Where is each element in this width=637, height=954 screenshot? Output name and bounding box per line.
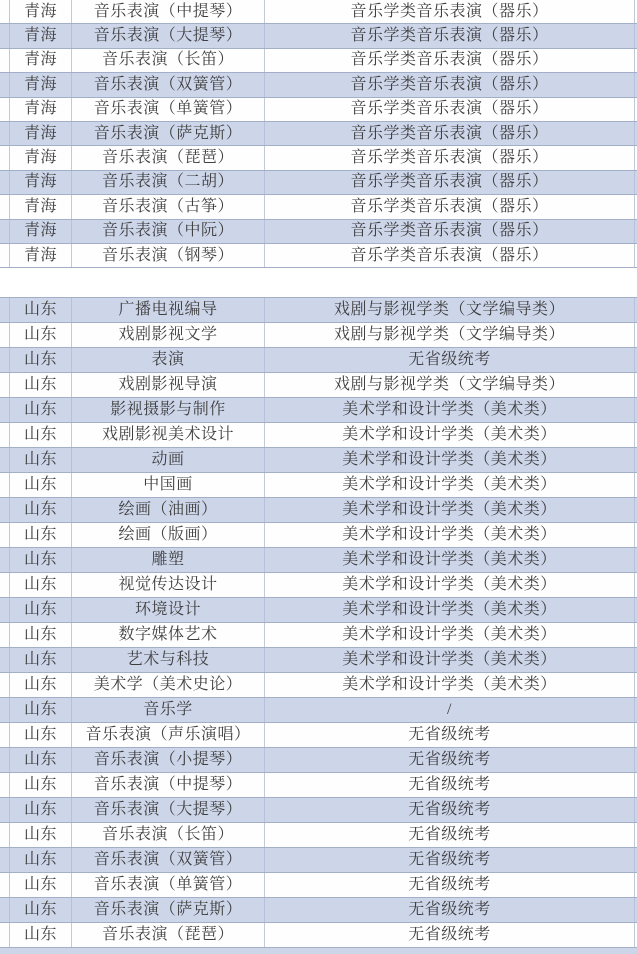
cell-category: 美术学和设计学类（美术类） [265, 423, 635, 447]
cell-major: 音乐表演（大提琴） [72, 24, 265, 47]
cell-major: 数字媒体艺术 [72, 623, 265, 647]
cell-major: 美术学（美术史论） [72, 673, 265, 697]
cell-major: 音乐表演（单簧管） [72, 98, 265, 121]
table-row [0, 823, 637, 848]
cell-major: 环境设计 [72, 598, 265, 622]
cell-major: 音乐表演（单簧管） [72, 873, 265, 897]
cell-category: 戏剧与影视学类（文学编导类） [265, 323, 635, 347]
cell-province: 山东 [10, 673, 72, 697]
cell-left-stub [0, 798, 10, 822]
table-row [0, 122, 637, 146]
cell-left-stub [0, 373, 10, 397]
table-row [0, 723, 637, 748]
table-row [0, 648, 637, 673]
cell-category: 无省级统考 [265, 773, 635, 797]
cell-left-stub [0, 473, 10, 497]
cell-category: 美术学和设计学类（美术类） [265, 523, 635, 547]
cell-major: 音乐表演（萨克斯） [72, 122, 265, 145]
cell-province: 山东 [10, 748, 72, 772]
cell-province: 山东 [10, 873, 72, 897]
cell-province: 山东 [10, 398, 72, 422]
cell-category: 音乐学类音乐表演（器乐） [265, 98, 635, 121]
cell-province: 青海 [10, 73, 72, 96]
cell-left-stub [0, 24, 10, 47]
table-row [0, 98, 637, 122]
cell-left-stub [0, 49, 10, 72]
cell-major: 影视摄影与制作 [72, 398, 265, 422]
cell-province: 山东 [10, 448, 72, 472]
cell-province: 青海 [10, 98, 72, 121]
table-row [0, 0, 637, 24]
table-row [0, 298, 637, 323]
table-row [0, 748, 637, 773]
cell-left-stub [0, 98, 10, 121]
table-row [0, 523, 637, 548]
cell-left-stub [0, 848, 10, 872]
cell-category: 美术学和设计学类（美术类） [265, 623, 635, 647]
cell-category: 音乐学类音乐表演（器乐） [265, 171, 635, 194]
cell-category: 音乐学类音乐表演（器乐） [265, 195, 635, 218]
cell-category: 美术学和设计学类（美术类） [265, 648, 635, 672]
cell-left-stub [0, 773, 10, 797]
cell-major: 音乐表演（萨克斯） [72, 898, 265, 922]
cell-category: 美术学和设计学类（美术类） [265, 573, 635, 597]
cell-province: 山东 [10, 573, 72, 597]
table-row [0, 473, 637, 498]
section-qinghai [0, 0, 637, 268]
cell-left-stub [0, 323, 10, 347]
cell-province: 山东 [10, 598, 72, 622]
cell-province: 山东 [10, 323, 72, 347]
cell-category: 美术学和设计学类（美术类） [265, 398, 635, 422]
cell-category: 音乐学类音乐表演（器乐） [265, 244, 635, 267]
cell-left-stub [0, 898, 10, 922]
cell-major: 表演 [72, 348, 265, 372]
cell-category: 戏剧与影视学类（文学编导类） [265, 298, 635, 322]
table-row [0, 798, 637, 823]
cell-category: 音乐学类音乐表演（器乐） [265, 73, 635, 96]
cell-major: 音乐表演（双簧管） [72, 73, 265, 96]
cell-major: 戏剧影视文学 [72, 323, 265, 347]
cell-category: / [265, 698, 635, 722]
cell-category: 美术学和设计学类（美术类） [265, 673, 635, 697]
cell-major: 音乐表演（长笛） [72, 49, 265, 72]
cell-major: 视觉传达设计 [72, 573, 265, 597]
cell-left-stub [0, 0, 10, 23]
cell-province: 山东 [10, 923, 72, 947]
table-row [0, 448, 637, 473]
table-row [0, 698, 637, 723]
table-row [0, 423, 637, 448]
cell-left-stub [0, 873, 10, 897]
cell-major: 音乐表演（中提琴） [72, 0, 265, 23]
table-row [0, 848, 637, 873]
table-row [0, 898, 637, 923]
cell-major: 音乐表演（双簧管） [72, 848, 265, 872]
cell-left-stub [0, 220, 10, 243]
table-row [0, 348, 637, 373]
cell-left-stub [0, 171, 10, 194]
cell-province: 山东 [10, 498, 72, 522]
table-row [0, 773, 637, 798]
table-row [0, 323, 637, 348]
cell-province: 山东 [10, 823, 72, 847]
cell-left-stub [0, 598, 10, 622]
cell-left-stub [0, 723, 10, 747]
cell-major: 绘画（油画） [72, 498, 265, 522]
table-row [0, 623, 637, 648]
table-row [0, 398, 637, 423]
table-row [0, 373, 637, 398]
cell-left-stub [0, 623, 10, 647]
table-row [0, 244, 637, 268]
cell-left-stub [0, 748, 10, 772]
cell-major: 音乐表演（声乐演唱） [72, 723, 265, 747]
cell-left-stub [0, 244, 10, 267]
cell-category: 无省级统考 [265, 723, 635, 747]
cell-major: 音乐表演（中阮） [72, 220, 265, 243]
cell-major: 音乐学 [72, 698, 265, 722]
cell-category: 无省级统考 [265, 848, 635, 872]
cell-left-stub [0, 146, 10, 169]
cell-province: 山东 [10, 523, 72, 547]
cell-province: 山东 [10, 373, 72, 397]
cell-province: 山东 [10, 848, 72, 872]
cell-province: 山东 [10, 898, 72, 922]
cell-province: 山东 [10, 623, 72, 647]
cell-major: 艺术与科技 [72, 648, 265, 672]
cell-left-stub [0, 398, 10, 422]
cell-province: 青海 [10, 122, 72, 145]
table-row [0, 573, 637, 598]
cell-province: 山东 [10, 548, 72, 572]
cell-province: 山东 [10, 348, 72, 372]
cell-major: 音乐表演（琵琶） [72, 146, 265, 169]
cell-major: 戏剧影视美术设计 [72, 423, 265, 447]
cell-major: 音乐表演（小提琴） [72, 748, 265, 772]
table-row [0, 24, 637, 48]
partial-bottom-row [0, 948, 637, 954]
table-row [0, 73, 637, 97]
cell-major: 音乐表演（钢琴） [72, 244, 265, 267]
section-gap [0, 268, 637, 297]
cell-category: 戏剧与影视学类（文学编导类） [265, 373, 635, 397]
cell-province: 山东 [10, 298, 72, 322]
cell-major: 绘画（版画） [72, 523, 265, 547]
cell-province: 青海 [10, 195, 72, 218]
cell-category: 无省级统考 [265, 823, 635, 847]
cell-category: 美术学和设计学类（美术类） [265, 548, 635, 572]
cell-left-stub [0, 673, 10, 697]
cell-left-stub [0, 195, 10, 218]
cell-major: 音乐表演（大提琴） [72, 798, 265, 822]
cell-category: 无省级统考 [265, 923, 635, 947]
cell-category: 美术学和设计学类（美术类） [265, 598, 635, 622]
cell-province: 青海 [10, 0, 72, 23]
cell-province: 山东 [10, 773, 72, 797]
cell-province: 山东 [10, 648, 72, 672]
table-row [0, 673, 637, 698]
cell-left-stub [0, 698, 10, 722]
cell-left-stub [0, 423, 10, 447]
cell-category: 美术学和设计学类（美术类） [265, 473, 635, 497]
cell-major: 音乐表演（长笛） [72, 823, 265, 847]
table-row [0, 220, 637, 244]
cell-left-stub [0, 923, 10, 947]
cell-major: 雕塑 [72, 548, 265, 572]
table-row [0, 498, 637, 523]
cell-major: 音乐表演（中提琴） [72, 773, 265, 797]
cell-category: 无省级统考 [265, 348, 635, 372]
cell-category: 音乐学类音乐表演（器乐） [265, 220, 635, 243]
cell-category: 音乐学类音乐表演（器乐） [265, 49, 635, 72]
cell-province: 青海 [10, 24, 72, 47]
cell-left-stub [0, 498, 10, 522]
cell-left-stub [0, 573, 10, 597]
cell-major: 音乐表演（古筝） [72, 195, 265, 218]
table-row [0, 146, 637, 170]
table-row [0, 923, 637, 948]
cell-major: 中国画 [72, 473, 265, 497]
table-row [0, 195, 637, 219]
section-shandong [0, 297, 637, 948]
cell-major: 音乐表演（二胡） [72, 171, 265, 194]
cell-province: 青海 [10, 244, 72, 267]
cell-left-stub [0, 122, 10, 145]
cell-category: 音乐学类音乐表演（器乐） [265, 122, 635, 145]
table-row [0, 49, 637, 73]
cell-category: 美术学和设计学类（美术类） [265, 498, 635, 522]
cell-province: 山东 [10, 798, 72, 822]
cell-province: 青海 [10, 49, 72, 72]
cell-province: 青海 [10, 220, 72, 243]
cell-major: 音乐表演（琵琶） [72, 923, 265, 947]
cell-province: 青海 [10, 146, 72, 169]
cell-left-stub [0, 73, 10, 96]
cell-province: 山东 [10, 698, 72, 722]
cell-category: 美术学和设计学类（美术类） [265, 448, 635, 472]
cell-category: 无省级统考 [265, 898, 635, 922]
cell-province: 山东 [10, 723, 72, 747]
table-row [0, 171, 637, 195]
table-row [0, 548, 637, 573]
cell-left-stub [0, 298, 10, 322]
cell-left-stub [0, 448, 10, 472]
table-row [0, 598, 637, 623]
cell-left-stub [0, 648, 10, 672]
cell-major: 动画 [72, 448, 265, 472]
cell-category: 无省级统考 [265, 873, 635, 897]
table-row [0, 873, 637, 898]
cell-province: 山东 [10, 423, 72, 447]
cell-category: 无省级统考 [265, 798, 635, 822]
cell-province: 山东 [10, 473, 72, 497]
cell-category: 音乐学类音乐表演（器乐） [265, 146, 635, 169]
cell-category: 无省级统考 [265, 748, 635, 772]
cell-left-stub [0, 523, 10, 547]
cell-major: 戏剧影视导演 [72, 373, 265, 397]
cell-category: 音乐学类音乐表演（器乐） [265, 0, 635, 23]
cell-category: 音乐学类音乐表演（器乐） [265, 24, 635, 47]
cell-major: 广播电视编导 [72, 298, 265, 322]
cell-province: 青海 [10, 171, 72, 194]
cell-left-stub [0, 548, 10, 572]
cell-left-stub [0, 348, 10, 372]
cell-left-stub [0, 823, 10, 847]
